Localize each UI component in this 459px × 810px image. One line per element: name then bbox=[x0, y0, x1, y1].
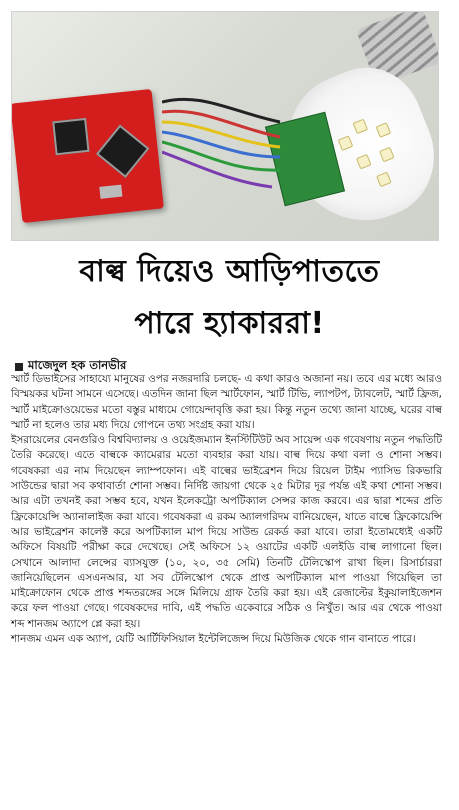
headline-line-1: বাল্ব দিয়েও আড়িপাততে bbox=[79, 254, 380, 289]
usb-port bbox=[99, 185, 122, 199]
article-photo bbox=[11, 11, 439, 241]
led-chip bbox=[376, 122, 392, 138]
led-chip bbox=[338, 135, 354, 151]
author-name: মাজেদুল হক তানভীর bbox=[28, 358, 127, 372]
processor-chip bbox=[52, 118, 89, 155]
paragraph: ইসরায়েলের বেনগুরিও বিশ্ববিদ্যালয় ও ওয়েইজম্যান ইনস্টিটিউট অব সায়েন্স এক গবেষণায় নতুন পদ্ধতিটি তৈরি করেছে। এতে বাল্বকে ক্যামেরার মতো ব্যবহার করা যায়। বাল্ব দিয়ে কথা বলা ও শোনা সম্ভব। গবেষকরা এর নাম দিয়েছেন ল্যাম্পফোন। এই বাল্বের ভাইব্রেশন দিয়ে রিয়েল টাইম প্যাসিভ রিকভারি সাউন্ডের দ্বারা সব কথাবার্তা শোনা সম্ভব। নির্দিষ্ট জায়গা থেকে ২৫ মিটার দূর পর্যন্ত এই কথা শোনা সম্ভব। আর এটা তখনই করা সম্ভব হবে, যখন ইলেকট্রো অপটিক্যাল সেন্সর কাজ করবে। এর দ্বারা শব্দের প্রতি ফ্রিকোয়েন্সি অ্যানালাইজ করা যাবে। গবেষকরা এ রকম অ্যালগরিদম বানিয়েছেন, যাতে বাল্বে ফ্রিকোয়েন্সি আর ভাইব্রেশন কালেক্ট করে অপটিক্যাল মাপ দিয়ে সাউন্ড রেকর্ড করা যাবে। তারা ইতোমধ্যেই একটি অফিসে বিষয়টি পরীক্ষা করে দেখেছে। সেই অফিসে ১২ ওয়াটের একটি এলইডি বাল্ব লাগানো ছিল। সেখানে আলাদা লেন্সের ব্যাসযুক্ত (১০, ২০, ৩৫ সেমি) তিনটি টেলিস্কোপ রাখা ছিল। রিসার্চাররা জানিয়েছিলেন এসএনআর, যা সব টেলিস্কোপ থেকে প্রাপ্ত অপটিক্যাল মাপ পাওয়া গিয়েছিল তা মাইক্রোফোন থেকে প্রাপ্ত শব্দতরঙ্গের সঙ্গে মিলিয়ে গ্রাফ তৈরি করা হয়। এই রেজাল্টের ইকুয়ালাইজেশন করে ফল পাওয়া গেছে। গবেষকদের দাবি, এই পদ্ধতি একেবারে সঠিক ও নিখুঁত। আর এর থেকে পাওয়া শব্দ শানজম অ্যাপে প্লে করা হয়। bbox=[11, 434, 442, 630]
led-chip bbox=[352, 119, 368, 135]
headline-line-2: পারে হ্যাকাররা! bbox=[134, 306, 325, 341]
led-chip bbox=[356, 154, 372, 170]
paragraph: শানজম এমন এক অ্যাপ, যেটি আর্টিফিসিয়াল ইন্টেলিজেন্স দিয়ে মিউজিক থেকে গান বানাতে পারে। bbox=[11, 633, 416, 646]
square-bullet-icon bbox=[15, 363, 23, 371]
jumper-wires bbox=[162, 82, 282, 192]
led-chip bbox=[376, 172, 392, 188]
article-body bbox=[11, 372, 442, 647]
processor-chip bbox=[96, 125, 149, 178]
led-chip bbox=[379, 147, 395, 163]
headline bbox=[0, 246, 459, 350]
red-microcontroller-board bbox=[11, 89, 164, 223]
paragraph: স্মার্ট ডিভাইসের সাহায্যে মানুষের ওপর নজরদারি চলছে- এ কথা কারও অজানা নয়। তবে এর মধ্যে আরও বিস্ময়কর ঘটনা সামনে এসেছে। এতদিন জানা ছিল স্মার্টফোন, স্মার্ট টিভি, ল্যাপটপ, ট্যাবলেট, স্মার্ট ফ্রিজ, স্মার্ট মাইক্রোওয়েভের মতো বস্তুর মাধ্যমে গোয়েন্দাবৃত্তি করা হয়। কিন্তু নতুন তথ্যে জানা যাচ্ছে, ঘরের বাল্ব স্মার্ট না হলেও তার মধ্য দিয়ে গোপনে তথ্য সংগ্রহ করা যায়। bbox=[11, 373, 442, 431]
